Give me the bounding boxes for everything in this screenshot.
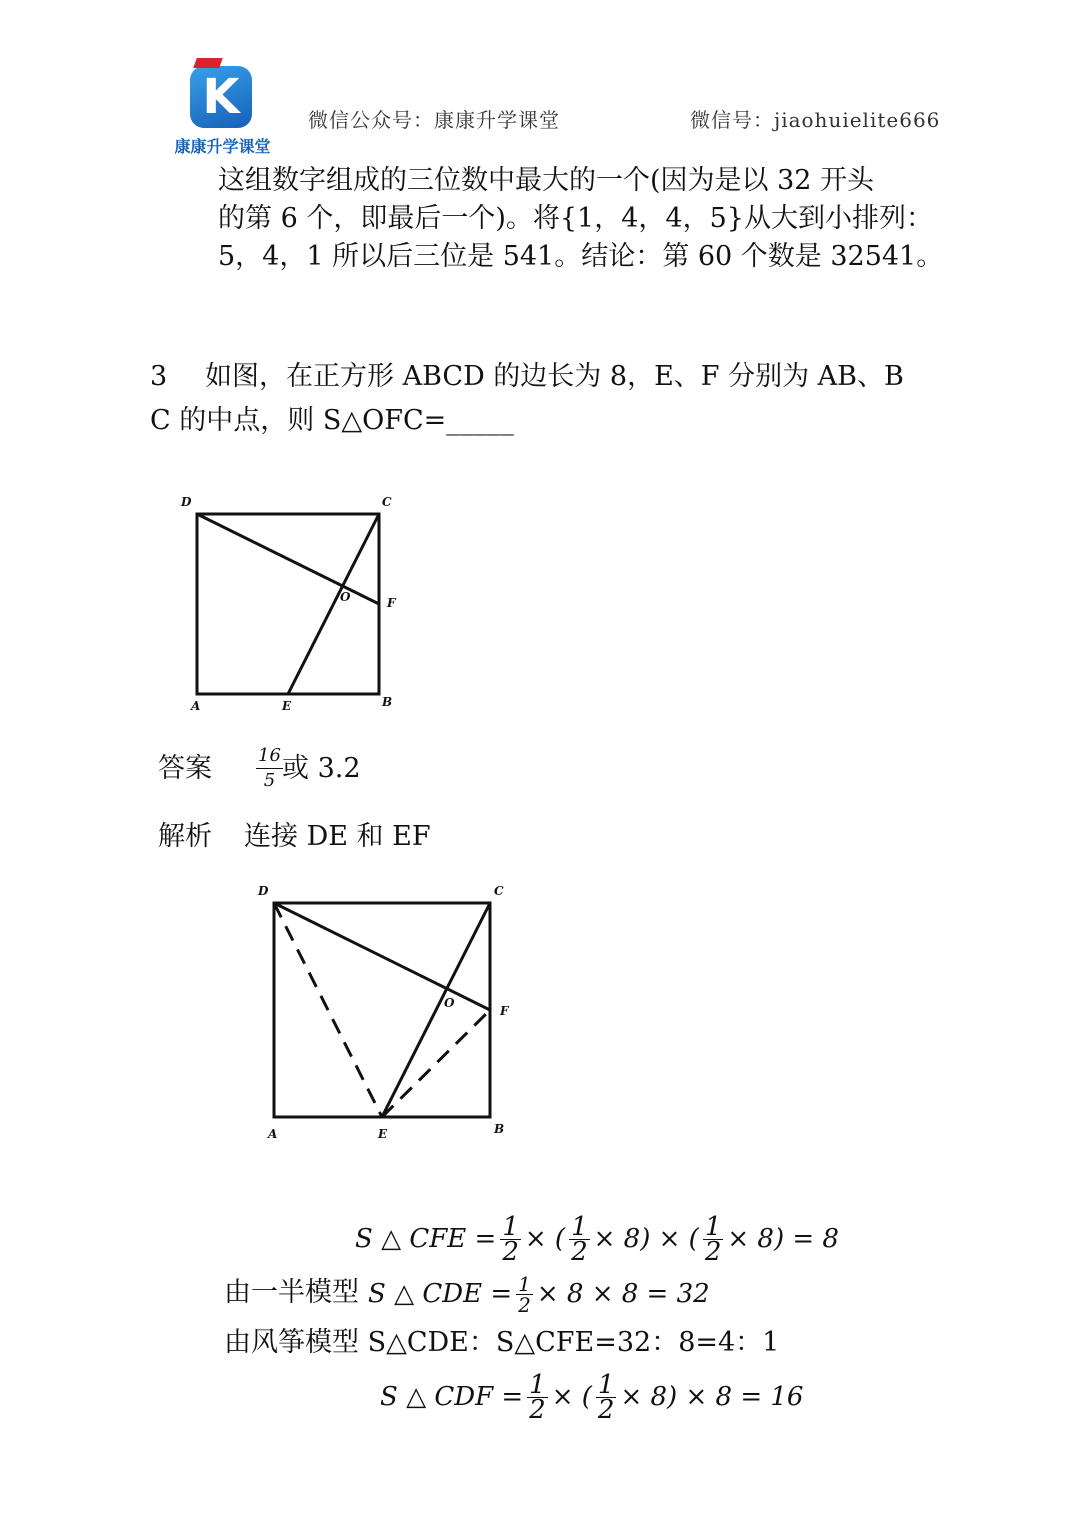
formula-cde-prefix: 由一半模型 <box>224 1277 359 1308</box>
formula-cde <box>368 1266 710 1322</box>
answer-rest: 或 3.2 <box>282 753 361 784</box>
label-c: C <box>382 495 392 509</box>
frac-den: 2 <box>597 1394 615 1425</box>
logo-k-icon <box>190 66 252 128</box>
segment-ce-2 <box>382 903 490 1117</box>
label-o: O <box>340 590 351 604</box>
analysis-text: 连接 DE 和 EF <box>244 821 431 852</box>
formula-cfe-mid-2: × 8) × ( <box>593 1224 699 1254</box>
label-d: D <box>181 495 192 509</box>
dashed-de <box>274 903 382 1117</box>
label-b-2: B <box>494 1122 505 1136</box>
frac-den: 2 <box>704 1236 722 1267</box>
problem-line-1: 如图，在正方形 ABCD 的边长为 8，E、F 分别为 AB、B <box>205 361 904 392</box>
segment-df-2 <box>274 903 490 1010</box>
analysis-label: 解析 <box>158 821 212 852</box>
answer-fraction <box>256 744 283 793</box>
label-f: F <box>387 596 396 610</box>
label-a: A <box>191 699 201 713</box>
logo-letter: K <box>202 69 240 125</box>
answer-label: 答案 <box>158 753 212 784</box>
frac-den: 2 <box>502 1236 519 1267</box>
logo <box>165 58 280 158</box>
formula-cdf-end: × 8) × 8 = 16 <box>620 1382 804 1412</box>
label-f-2: F <box>500 1004 509 1018</box>
segment-df <box>197 514 379 604</box>
formula-cdf <box>380 1362 803 1432</box>
formula-cdf-lhs: S △ CDF = <box>380 1382 524 1412</box>
formula-cfe-end: × 8) = 8 <box>727 1224 839 1254</box>
formula-cde-lhs: S △ CDE = <box>368 1279 513 1309</box>
frac-num: 1 <box>518 1271 531 1296</box>
graduation-cap-icon <box>193 58 223 68</box>
square-abcd <box>197 514 379 694</box>
frac-num: 1 <box>502 1211 519 1242</box>
label-e-2: E <box>378 1127 388 1141</box>
wechat-public-account: 微信公众号：康康升学课堂 <box>308 108 560 132</box>
formula-cfe-lhs: S △ CFE = <box>355 1224 497 1254</box>
formula-kite-ratio: 由风筝模型 S△CDE：S△CFE=32：8=4：1 <box>224 1327 780 1358</box>
problem-number: 3 <box>150 361 168 392</box>
label-a-2: A <box>268 1127 278 1141</box>
label-e: E <box>282 699 292 713</box>
square-figure-1 <box>175 490 405 720</box>
prev-solution-line-2: 的第 6 个，即最后一个)。将{1，4，4，5}从大到小排列： <box>218 203 933 234</box>
prev-solution-line-1: 这组数字组成的三位数中最大的一个(因为是以 32 开头 <box>218 165 875 196</box>
label-b: B <box>382 695 393 709</box>
frac-den: 2 <box>518 1292 531 1317</box>
formula-cfe <box>355 1204 839 1274</box>
formula-cde-end: × 8 × 8 = 32 <box>536 1279 710 1309</box>
frac-num: 1 <box>571 1211 588 1242</box>
frac-den: 2 <box>529 1394 546 1425</box>
square-abcd-2 <box>274 903 490 1117</box>
square-figure-2 <box>250 875 520 1150</box>
answer-numerator: 16 <box>256 744 283 769</box>
logo-text: 康康升学课堂 <box>174 137 271 156</box>
prev-solution-line-3: 5，4，1 所以后三位是 541。结论：第 60 个数是 32541。 <box>218 241 944 272</box>
label-c-2: C <box>494 884 504 898</box>
wechat-id: 微信号：jiaohuielite666 <box>690 108 941 132</box>
frac-num: 1 <box>597 1369 615 1400</box>
frac-num: 1 <box>704 1211 722 1242</box>
frac-den: 2 <box>571 1236 588 1267</box>
dashed-ef <box>382 1010 490 1117</box>
label-d-2: D <box>258 884 269 898</box>
frac-num: 1 <box>529 1369 546 1400</box>
segment-ce <box>288 514 379 694</box>
formula-cdf-mid: × ( <box>551 1382 592 1412</box>
problem-line-2: C 的中点，则 S△OFC=_____ <box>150 405 514 436</box>
label-o-2: O <box>444 996 455 1010</box>
formula-cfe-mid-1: × ( <box>524 1224 566 1254</box>
answer-denominator: 5 <box>263 770 276 791</box>
